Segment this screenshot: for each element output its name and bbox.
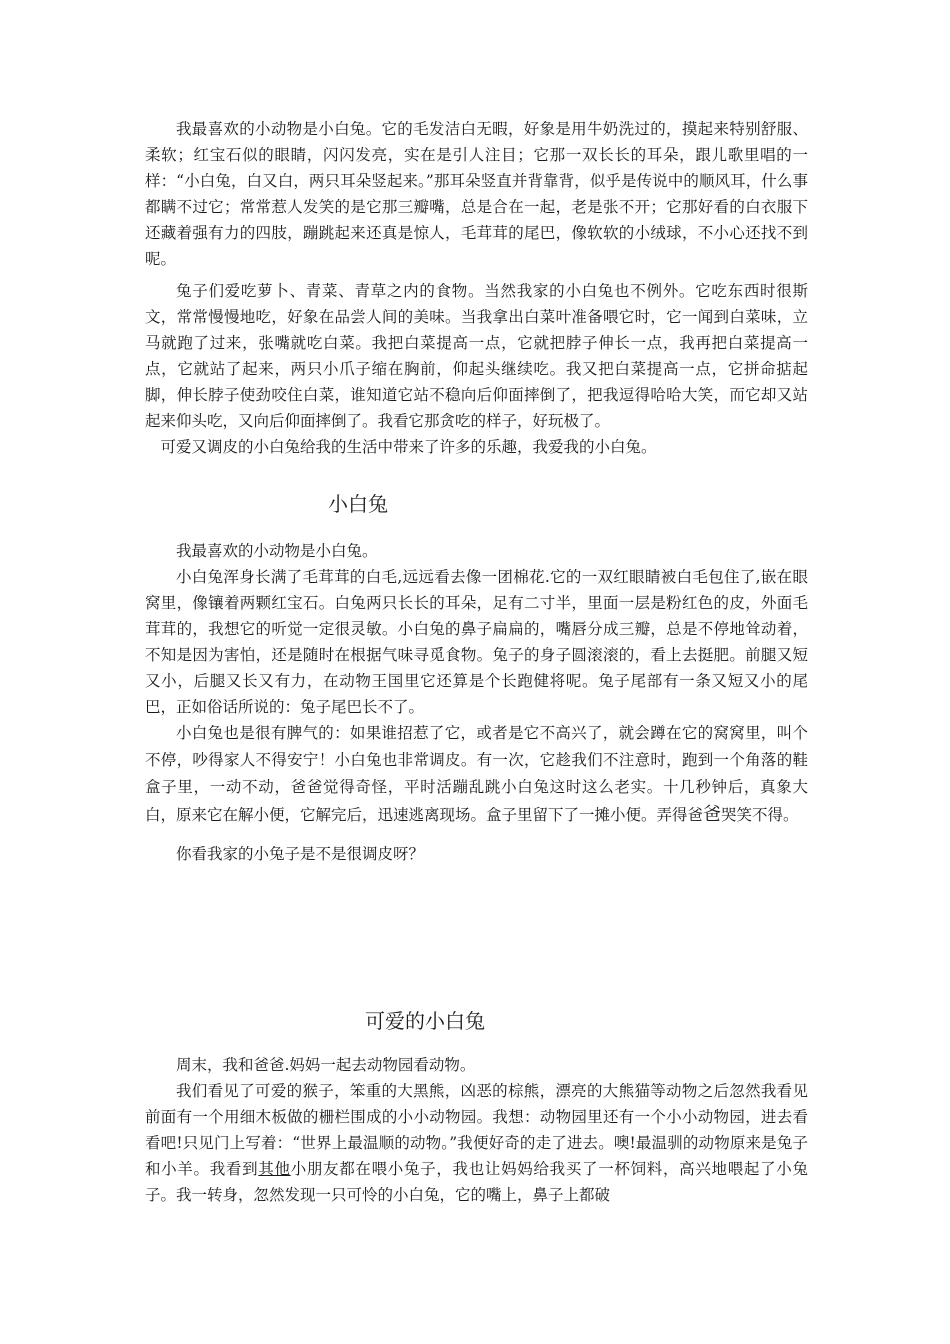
essay-2 (145, 538, 808, 867)
essay-1 (145, 116, 808, 460)
essay-2-paragraph-3-end-a: 爸 (687, 806, 704, 824)
essay-2-paragraph-4: 你看我家的小兔子是不是很调皮呀？ (176, 845, 425, 863)
essay-2-paragraph-3-text: 小白兔也是很有脾气的：如果谁招惹了它，或者是它不高兴了，就会蹲在它的窝窝里，叫个不停，吵得家人不得安宁！小白兔也非常调皮。有一次，它趁我们不注意时，跑到一个角落的鞋盒子里，一动不动，爸爸觉得奇怪，平时活蹦乱跳小白兔这时这么老实。十几秒钟后，真象大白，原来它在解小便，它解完后，迅速逃离现场。盒子里留下了一摊小便。弄得 (145, 724, 808, 824)
essay-2-paragraph-3 (145, 720, 808, 829)
essay-1-paragraph-3: 可爱又调皮的小白兔给我的生活中带来了许多的乐趣，我爱我的小白兔。 (160, 438, 657, 456)
essay-3-paragraph-2 (145, 1078, 808, 1208)
essay-3-title: 可爱的小白兔 (365, 1009, 485, 1033)
essay-3-paragraph-2-text-a: 我们看见了可爱的猴子，笨重的大黑熊，凶恶的棕熊，漂亮的大熊猫等动物之后忽然我看见前面有一个用细木板做的栅栏围成的小小动物园。我想：动物园里还有一个小小动物园，进去看看吧!只见门上写着：“世界上最温顺的动物。”我便好奇的走了进去。噢!最温驯的动物原来是兔子和小羊。我看到 (145, 1082, 808, 1178)
essay-3 (145, 1052, 808, 1208)
essay-1-paragraph-1: 我最喜欢的小动物是小白兔。它的毛发洁白无暇，好象是用牛奶洗过的，摸起来特别舒服、柔软；红宝石似的眼睛，闪闪发亮，实在是引人注目；它那一双长长的耳朵，跟儿歌里唱的一样：“小白兔，白又白，两只耳朵竖起来。”那耳朵竖直并背靠背，似乎是传说中的顺风耳，什么事都瞒不过它；常常惹人发笑的是它那三瓣嘴，总是合在一起，老是张不开；它那好看的白衣服下还藏着强有力的四肢，蹦跳起来还真是惊人，毛茸茸的尾巴，像软软的小绒球，不小心还找不到呢。 (145, 120, 808, 268)
essay-2-paragraph-1: 我最喜欢的小动物是小白兔。 (176, 542, 378, 560)
essay-3-paragraph-2-text-b: 小朋友都在喂小兔子，我也让妈妈给我买了一杯饲料，高兴地喂起了小兔子。我一转身，忽然发现一只可怜的小白兔，它的嘴上，鼻子上都破 (145, 1160, 808, 1204)
essay-3-underlined-word: 其他 (258, 1160, 291, 1178)
essay-2-paragraph-2: 小白兔浑身长满了毛茸茸的白毛,远远看去像一团棉花.它的一双红眼睛被白毛包住了,嵌在眼窝里，像镶着两颗红宝石。白兔两只长长的耳朵，足有二寸半，里面一层是粉红色的皮，外面毛茸茸的，我想它的听觉一定很灵敏。小白兔的鼻子扁扁的，嘴唇分成三瓣，总是不停地耸动着，不知是因为害怕，还是随时在根据气味寻觅食物。兔子的身子圆滚滚的，看上去挺肥。前腿又短又小，后腿又长又有力，在动物王国里它还算是个长跑健将呢。兔子尾部有一条又短又小的尾巴，正如俗话所说的：兔子尾巴长不了。 (145, 568, 808, 716)
essay-1-paragraph-2: 兔子们爱吃萝卜、青菜、青草之内的食物。当然我家的小白兔也不例外。它吃东西时很斯文，常常慢慢地吃，好象在品尝人间的美味。当我拿出白菜叶准备喂它时，它一闻到白菜味，立马就跑了过来，张嘴就吃白菜。我把白菜提高一点，它就把脖子伸长一点，我再把白菜提高一点，它就站了起来，两只小爪子缩在胸前，仰起头继续吃。我又把白菜提高一点，它拼命掂起脚，伸长脖子使劲咬住白菜，谁知道它站不稳向后仰面摔倒了，把我逗得哈哈大笑，而它却又站起来仰头吃，又向后仰面摔倒了。我看它那贪吃的样子，好玩极了。 (145, 282, 808, 430)
essay-2-title: 小白兔 (328, 492, 388, 516)
essay-3-paragraph-1: 周末，我和爸爸.妈妈一起去动物园看动物。 (176, 1056, 476, 1074)
essay-2-paragraph-3-end-big: 爸 (703, 804, 722, 825)
essay-2-paragraph-3-end-b: 哭笑不得。 (721, 806, 799, 824)
